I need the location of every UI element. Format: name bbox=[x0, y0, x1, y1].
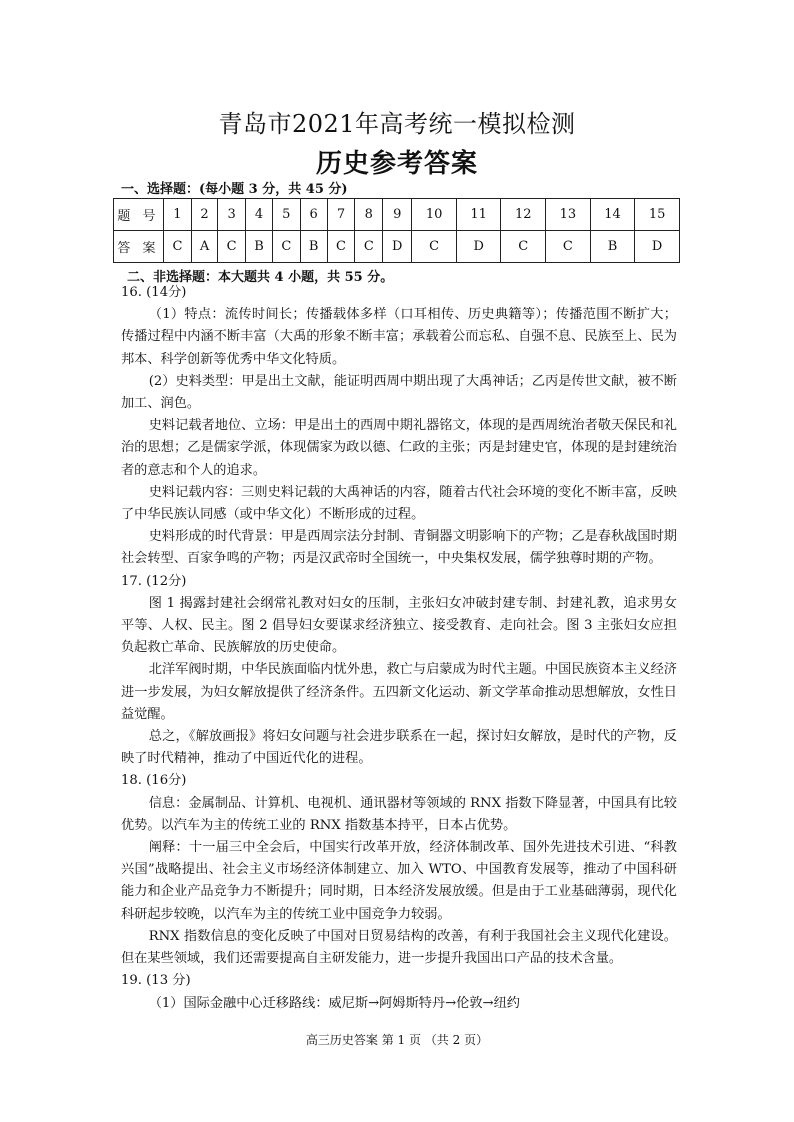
document-title: 青岛市2021年高考统一模拟检测 bbox=[218, 110, 576, 138]
answer-cell: B bbox=[300, 231, 327, 263]
document-subtitle: 历史参考答案 bbox=[315, 149, 478, 179]
row-header-number: 题 号 bbox=[114, 199, 164, 231]
question-number-row bbox=[114, 199, 680, 231]
answer-cell: D bbox=[383, 231, 412, 263]
answer-cell: C bbox=[355, 231, 383, 263]
question-number: 12 bbox=[501, 199, 546, 231]
section-open-questions-heading: 二、非选择题：本大题共 4 小题，共 55 分。 bbox=[127, 270, 394, 285]
answer-cell: C bbox=[164, 231, 192, 263]
q18-paragraph: RNX 指数信息的变化反映了中国对日贸易结构的改善，有利于我国社会主义现代化建设。但在某些领域，我们还需要提高自主研发能力，进一步提升我国出口产品的技术含量。 bbox=[121, 928, 677, 967]
question-number: 8 bbox=[355, 199, 383, 231]
answer-body bbox=[121, 282, 677, 1015]
q16-paragraph: 史料记载者地位、立场：甲是出土的西周中期礼器铭文，体现的是西周统治者敬天保民和礼治的思想；乙是儒家学派，体现儒家为政以德、仁政的主张；丙是封建史官，体现的是封建统治者的意志和个人的追求。 bbox=[121, 418, 677, 478]
q17-paragraph: 北洋军阀时期，中华民族面临内忧外患，救亡与启蒙成为时代主题。中国民族资本主义经济进一步发展，为妇女解放提供了经济条件。五四新文化运动、新文学革命推动思想解放，女性日益觉醒。 bbox=[121, 662, 677, 722]
question-number: 10 bbox=[412, 199, 457, 231]
question-17-heading: 17. (12分) bbox=[121, 573, 187, 589]
question-number: 15 bbox=[635, 199, 680, 231]
question-number: 9 bbox=[383, 199, 412, 231]
q16-paragraph: (2）史料类型：甲是出土文献，能证明西周中期出现了大禹神话；乙丙是传世文献，被不断加工、润色。 bbox=[121, 373, 677, 412]
question-number: 4 bbox=[246, 199, 273, 231]
answer-cell: B bbox=[246, 231, 273, 263]
answer-row bbox=[114, 231, 680, 263]
question-19-heading: 19. (13 分) bbox=[121, 973, 191, 989]
answer-cell: A bbox=[191, 231, 217, 263]
answer-cell: C bbox=[501, 231, 546, 263]
q16-paragraph: 史料记载内容：三则史料记载的大禹神话的内容，随着古代社会环境的变化不断丰富，反映了中华民族认同感（或中华文化）不断形成的过程。 bbox=[121, 484, 677, 523]
q16-paragraph: （1）特点：流传时间长；传播载体多样（口耳相传、历史典籍等）；传播范围不断扩大；传播过程中内涵不断丰富（大禹的形象不断丰富；承载着公而忘私、自强不息、民族至上、民为邦本、科学创新等优秀中华文化特质。 bbox=[121, 307, 677, 367]
question-number: 7 bbox=[327, 199, 355, 231]
q19-paragraph: （1）国际金融中心迁移路线：威尼斯→阿姆斯特丹→伦敦→纽约 bbox=[148, 995, 520, 1011]
row-header-answer: 答 案 bbox=[114, 231, 164, 263]
q18-paragraph: 阐释：十一届三中全会后，中国实行改革开放，经济体制改革、国外先进技术引进、“科教兴国”战略提出、社会主义市场经济体制建立、加入 WTO、中国教育发展等，推动了中国科研能力和企业产品竞争力不断提升；同时期，日本经济发展放缓。但是由于工业基础薄弱，现代化科研起步较晚，以汽车为主的传统工业中国竞争力较弱。 bbox=[121, 840, 677, 922]
q17-paragraph: 图 1 揭露封建社会纲常礼教对妇女的压制，主张妇女冲破封建专制、封建礼教，追求男女平等、人权、民主。图 2 倡导妇女要谋求经济独立、接受教育、走向社会。图 3 主张妇女应担负起救亡革命、民族解放的历史使命。 bbox=[121, 595, 677, 656]
question-number: 5 bbox=[272, 199, 300, 231]
answer-table bbox=[113, 198, 680, 263]
answer-cell: C bbox=[272, 231, 300, 263]
question-16-heading: 16. (14分) bbox=[121, 285, 187, 300]
page-footer: 高三历史答案 第 1 页 （共 2 页） bbox=[305, 1033, 489, 1047]
q18-paragraph: 信息：金属制品、计算机、电视机、通讯器材等领域的 RNX 指数下降显著，中国具有比较优势。以汽车为主的传统工业的 RNX 指数基本持平，日本占优势。 bbox=[121, 795, 677, 833]
answer-cell: B bbox=[590, 231, 635, 263]
section-multiple-choice-heading: 一、选择题：(每小题 3 分，共 45 分) bbox=[121, 182, 348, 197]
q16-paragraph: 史料形成的时代背景：甲是西周宗法分封制、青铜器文明影响下的产物；乙是春秋战国时期社会转型、百家争鸣的产物；丙是汉武帝时全国统一，中央集权发展，儒学独尊时期的产物。 bbox=[121, 529, 677, 567]
answer-cell: D bbox=[635, 231, 680, 263]
question-number: 2 bbox=[191, 199, 217, 231]
q17-paragraph: 总之，《解放画报》将妇女问题与社会进步联系在一起，探讨妇女解放，是时代的产物，反映了时代精神，推动了中国近代化的进程。 bbox=[121, 729, 677, 767]
answer-cell: C bbox=[412, 231, 457, 263]
question-number: 11 bbox=[456, 199, 501, 231]
answer-cell: C bbox=[546, 231, 591, 263]
answer-cell: D bbox=[456, 231, 501, 263]
question-number: 13 bbox=[546, 199, 591, 231]
question-number: 1 bbox=[164, 199, 192, 231]
question-18-heading: 18. (16分) bbox=[121, 773, 187, 789]
question-number: 14 bbox=[590, 199, 635, 231]
answer-cell: C bbox=[218, 231, 246, 263]
question-number: 6 bbox=[300, 199, 327, 231]
question-number: 3 bbox=[218, 199, 246, 231]
answer-cell: C bbox=[327, 231, 355, 263]
